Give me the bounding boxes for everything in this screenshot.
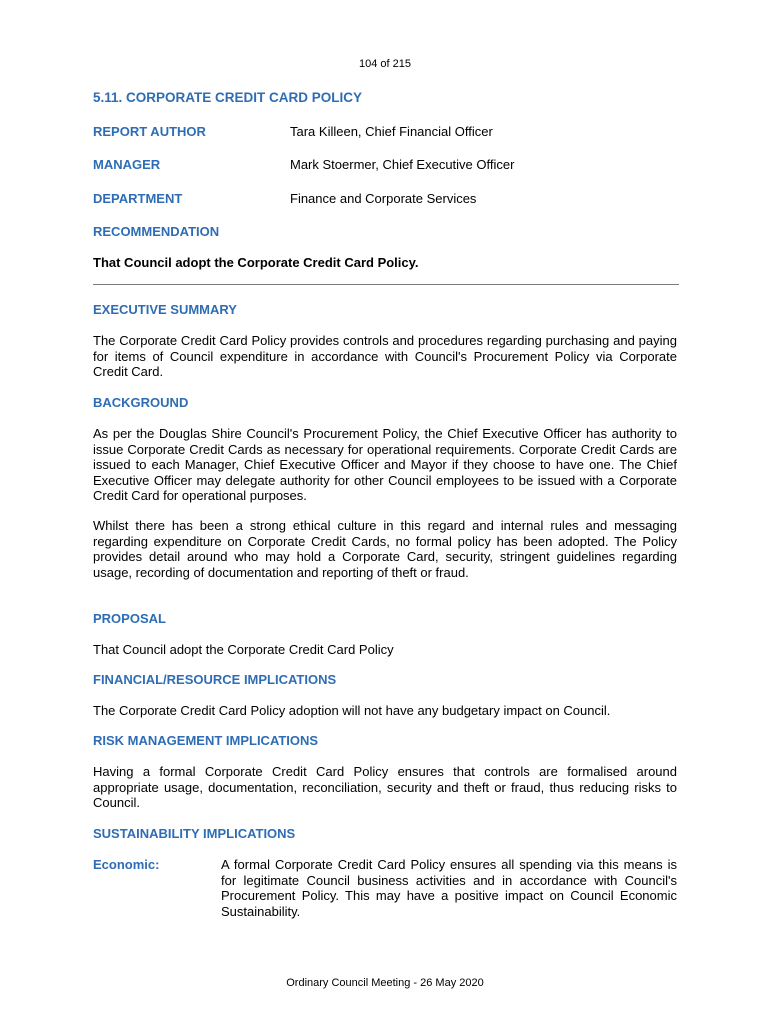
page-footer: Ordinary Council Meeting - 26 May 2020 xyxy=(286,977,484,989)
economic-text: A formal Corporate Credit Card Policy ensures all spending via this means is for legitimate Council business activities and in accordance with Council's Procurement Policy. This may have a positive impact on Council Economic Sustainability. xyxy=(221,857,677,919)
background-paragraph-1: As per the Douglas Shire Council's Procurement Policy, the Chief Executive Officer has authority to issue Corporate Credit Cards as necessary for operational requirements. Corporate Credit Cards are issued to each Manager, Chief Executive Officer and Mayor if they choose to have one. The Chief Executive Officer may delegate authority for other Council employees to be issued with a Corporate Credit Card for operational purposes. xyxy=(93,426,677,504)
report-author-value: Tara Killeen, Chief Financial Officer xyxy=(290,124,493,139)
department-label: DEPARTMENT xyxy=(93,191,183,206)
proposal-heading: PROPOSAL xyxy=(93,611,166,626)
department-value: Finance and Corporate Services xyxy=(290,191,477,206)
executive-summary-text: The Corporate Credit Card Policy provides controls and procedures regarding purchasing and paying for items of Council expenditure in accordance with Council's Procurement Policy via Corporate Credit Card. xyxy=(93,333,677,380)
financial-heading: FINANCIAL/RESOURCE IMPLICATIONS xyxy=(93,672,337,687)
proposal-text: That Council adopt the Corporate Credit Card Policy xyxy=(93,642,394,657)
background-heading: BACKGROUND xyxy=(93,395,189,410)
recommendation-heading: RECOMMENDATION xyxy=(93,224,220,239)
section-divider xyxy=(93,284,679,285)
recommendation-text: That Council adopt the Corporate Credit Card Policy. xyxy=(93,255,419,270)
economic-label: Economic: xyxy=(93,857,160,872)
background-paragraph-2: Whilst there has been a strong ethical culture in this regard and internal rules and messaging regarding expenditure on Corporate Credit Cards, no formal policy has been adopted. The Policy provides detail around who may hold a Corporate Card, security, stringent guidelines regarding usage, recording of documentation and reporting of theft or fraud. xyxy=(93,518,677,580)
financial-text: The Corporate Credit Card Policy adoption will not have any budgetary impact on Council. xyxy=(93,703,611,718)
manager-value: Mark Stoermer, Chief Executive Officer xyxy=(290,157,515,172)
risk-text: Having a formal Corporate Credit Card Policy ensures that controls are formalised around appropriate usage, documentation, reconciliation, security and theft or fraud, thus reducing risks to Council. xyxy=(93,764,677,811)
executive-summary-heading: EXECUTIVE SUMMARY xyxy=(93,302,237,317)
page-number: 104 of 215 xyxy=(359,58,411,70)
sustainability-heading: SUSTAINABILITY IMPLICATIONS xyxy=(93,826,296,841)
report-title: 5.11. CORPORATE CREDIT CARD POLICY xyxy=(93,90,363,105)
report-author-label: REPORT AUTHOR xyxy=(93,124,206,139)
risk-heading: RISK MANAGEMENT IMPLICATIONS xyxy=(93,733,319,748)
manager-label: MANAGER xyxy=(93,157,161,172)
